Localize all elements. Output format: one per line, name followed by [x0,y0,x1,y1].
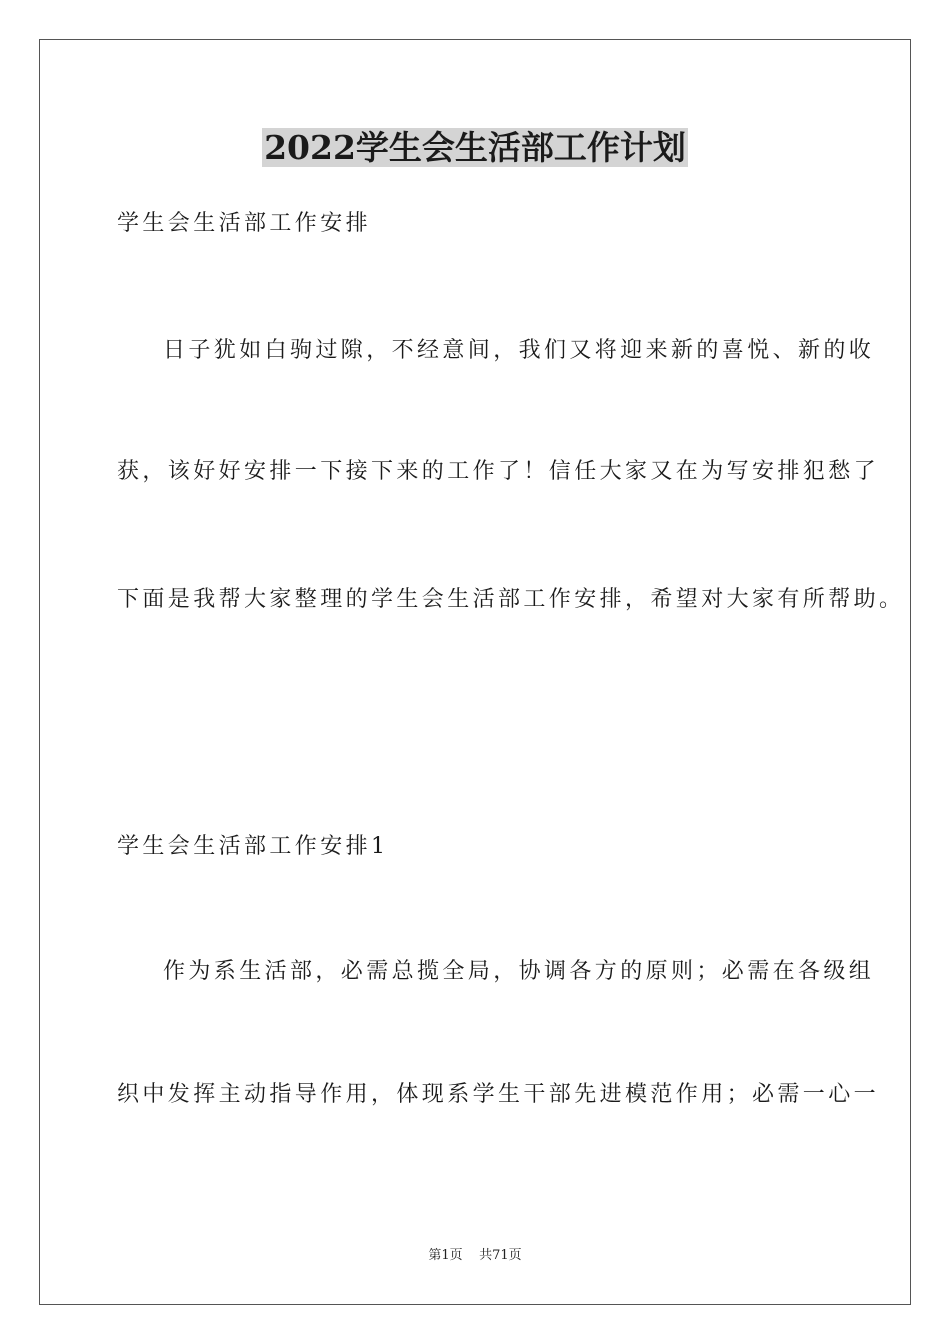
page-footer: 第1页 共71页 [428,1248,522,1263]
document-title [0,126,950,170]
section-heading: 学生会生活部工作安排1 [117,834,389,859]
title-text: 2022学生会生活部工作计划 [264,128,686,167]
paragraph-line: 日子犹如白驹过隙，不经意间，我们又将迎来新的喜悦、新的收 [163,338,875,363]
paragraph-line: 作为系生活部，必需总揽全局，协调各方的原则；必需在各级组 [163,959,875,984]
paragraph-line: 获，该好好安排一下接下来的工作了！信任大家又在为写安排犯愁了 [117,459,880,484]
paragraph-line: 织中发挥主动指导作用，体现系学生干部先进模范作用；必需一心一 [117,1082,880,1107]
paragraph-line: 下面是我帮大家整理的学生会生活部工作安排，希望对大家有所帮助。 [117,587,905,612]
section-heading: 学生会生活部工作安排 [117,211,372,236]
